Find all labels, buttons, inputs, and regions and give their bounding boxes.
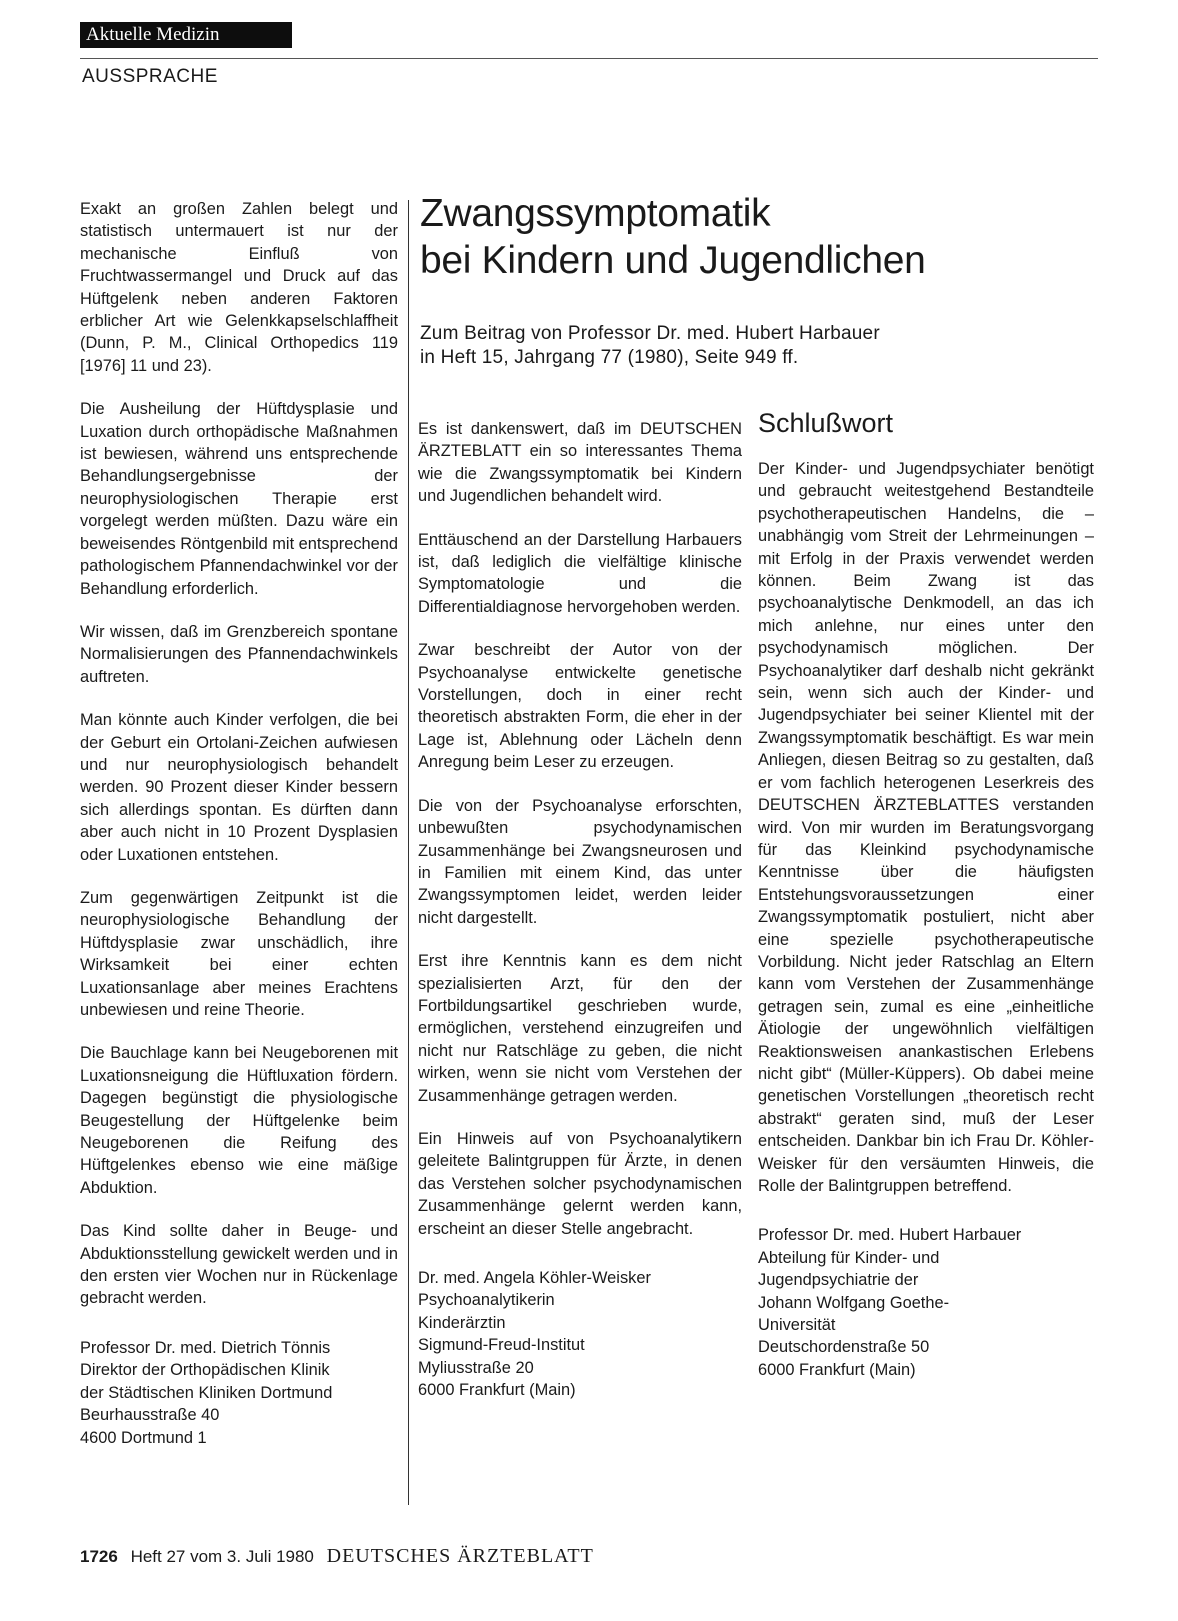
address-line: Johann Wolfgang Goethe-	[758, 1293, 950, 1312]
right-column	[758, 458, 1094, 1381]
author-address-koehler-weisker	[418, 1267, 742, 1401]
rubric-bar: Aktuelle Medizin	[80, 22, 292, 48]
paragraph: Die von der Psychoanalyse erforschten, unbewußten psychodynamischen Zusammenhänge bei Zwangsneurosen und in Familien mit einem Kind, das unter Zwangssymptomen leidet, werden leider nicht dargestellt.	[418, 796, 742, 927]
address-line: 6000 Frankfurt (Main)	[418, 1381, 576, 1400]
header-divider	[80, 58, 1098, 59]
address-line: Deutschordenstraße 50	[758, 1338, 930, 1357]
author-address-harbauer	[758, 1224, 1094, 1381]
address-line: Direktor der Orthopädischen Klinik	[80, 1361, 330, 1380]
address-line: Dr. med. Angela Köhler-Weisker	[418, 1269, 651, 1287]
subtitle-line-1: Zum Beitrag von Professor Dr. med. Hubert Harbauer	[420, 323, 880, 344]
paragraph: Das Kind sollte daher in Beuge- und Abduktionsstellung gewickelt werden und in den ersten vier Wochen nur in Rückenlage gebracht werden.	[80, 1222, 398, 1308]
paragraph: Zwar beschreibt der Autor von der Psychoanalyse entwickelte genetische Vorstellungen, doch in einer recht theoretisch abstrakten Form, die eher in der Lage ist, Ablehnung oder Lächeln denn Anregung beim Leser zu erzeugen.	[418, 641, 742, 772]
paragraph: Enttäuschend an der Darstellung Harbauers ist, daß lediglich die vielfältige klinische Symptomatologie und die Differentialdiagnose hervorgehoben werden.	[418, 530, 742, 616]
paragraph: Die Bauchlage kann bei Neugeborenen mit Luxationsneigung die Hüftluxation fördern. Dagegen begünstigt die physiologische Beugestellung der Hüftgelenke beim Neugeborenen die Reifung des Hüftgelenkes ebenso wie eine mäßige Abduktion.	[80, 1044, 398, 1197]
title-line-1: Zwangssymptomatik	[420, 192, 771, 235]
subtitle-line-2: in Heft 15, Jahrgang 77 (1980), Seite 949 ff.	[420, 347, 799, 368]
paragraph: Der Kinder- und Jugendpsychiater benötigt und gebraucht weitestgehend Bestandteile psychotherapeutischen Handelns, die – unabhängig vom Streit der Lehrmeinungen – mit Erfolg in der Praxis verwendet werden können. Beim Zwang ist das psychoanalytische Denkmodell, an das ich mich anlehne, nur eines unter den psychodynamisch möglichen. Der Psychoanalytiker darf deshalb nicht gekränkt sein, wenn sich auch der Kinder- und Jugendpsychiater bei seiner Klientel mit der Zwangssymptomatik beschäftigt. Es war mein Anliegen, diesen Beitrag so zu gestalten, daß er vom fachlich heterogenen Leserkreis des DEUTSCHEN ÄRZTEBLATTES verstanden wird. Von mir wurden im Beratungsvorgang für das Kleinkind psychodynamische Kenntnisse über die häufigsten Entstehungsvoraussetzungen einer Zwangssymptomatik postuliert, nicht aber eine spezielle psychotherapeutische Vorbildung. Nicht jeder Ratschlag an Eltern kann vom Verstehen der Zusammenhänge getragen sein, zumal es eine „einheitliche Ätiologie der ungewöhnlich vielfältigen Reaktionsweisen anankastischen Erlebens nicht gibt“ (Müller-Küppers). Ob dabei meine genetischen Vorstellungen „theoretisch recht abstrakt“ geraten sind, muß der Leser entscheiden. Dankbar bin ich Frau Dr. Köhler-Weisker für den versäumten Hinweis, die Rolle der Balintgruppen betreffend.	[758, 460, 1094, 1195]
paragraph: Erst ihre Kenntnis kann es dem nicht spezialisierten Arzt, für den der Fortbildungsartikel geschrieben wurde, ermöglichen, verstehend einzugreifen und nicht nur Ratschläge zu geben, die nicht wirken, wenn sie nicht vom Verstehen der Zusammenhänge getragen werden.	[418, 952, 742, 1105]
schlusswort-heading: Schlußwort	[758, 408, 894, 438]
section-label: AUSSPRACHE	[82, 66, 218, 87]
paragraph: Die Ausheilung der Hüftdysplasie und Luxation durch orthopädische Maßnahmen ist bewiesen, während uns entsprechende Behandlungsergebnisse der neurophysiologischen Therapie erst vorgelegt werden müßten. Dazu wäre ein beweisendes Röntgenbild mit entsprechend pathologischem Pfannendachwinkel vor der Behandlung erforderlich.	[80, 400, 399, 598]
page-footer	[80, 1545, 594, 1568]
left-column	[80, 198, 398, 1449]
paragraph: Es ist dankenswert, daß im DEUTSCHEN ÄRZTEBLATT ein so interessantes Thema wie die Zwangssymptomatik bei Kindern und Jugendlichen behandelt wird.	[418, 420, 742, 506]
address-line: 6000 Frankfurt (Main)	[758, 1360, 916, 1379]
address-line: Professor Dr. med. Dietrich Tönnis	[80, 1338, 331, 1357]
paragraph: Zum gegenwärtigen Zeitpunkt ist die neurophysiologische Behandlung der Hüftdysplasie zwar unschädlich, ihre Wirksamkeit bei einer echten Luxationsanlage aber meines Erachtens unbewiesen und reine Theorie.	[80, 888, 398, 1019]
paragraph: Man könnte auch Kinder verfolgen, die bei der Geburt ein Ortolani-Zeichen aufwiesen und nur neurophysiologisch behandelt werden. 90 Prozent dieser Kinder bessern sich allerdings spontan. Es dürften dann aber auch nicht in 10 Prozent Dysplasien oder Luxationen entstehen.	[80, 711, 398, 864]
article-title	[420, 190, 1110, 284]
column-divider	[408, 200, 409, 1505]
page-number: 1726	[80, 1547, 118, 1566]
address-line: Myliusstraße 20	[418, 1358, 534, 1377]
address-line: Beurhausstraße 40	[80, 1406, 220, 1425]
address-line: Kinderärztin	[418, 1313, 506, 1332]
address-line: Sigmund-Freud-Institut	[418, 1336, 585, 1355]
address-line: Abteilung für Kinder- und	[758, 1248, 940, 1267]
title-line-2: bei Kindern und Jugendlichen	[420, 239, 926, 282]
address-line: Professor Dr. med. Hubert Harbauer	[758, 1226, 1022, 1245]
middle-column	[418, 418, 742, 1401]
author-address-toennis	[80, 1337, 398, 1449]
paragraph: Exakt an großen Zahlen belegt und statistisch untermauert ist nur der mechanische Einfluß von Fruchtwassermangel und Druck auf das Hüftgelenk neben anderen Faktoren erblicher Art wie Gelenkkapselschlaffheit (Dunn, P. M., Clinical Orthopedics 119 [1976] 11 und 23).	[80, 200, 398, 375]
paragraph: Wir wissen, daß im Grenzbereich spontane Normalisierungen des Pfannendachwinkels auftreten.	[80, 622, 398, 686]
address-line: Jugendpsychiatrie der	[758, 1271, 919, 1290]
address-line: der Städtischen Kliniken Dortmund	[80, 1383, 333, 1402]
address-line: Psychoanalytikerin	[418, 1291, 555, 1310]
magazine-name: DEUTSCHES ÄRZTEBLATT	[326, 1545, 594, 1567]
address-line: 4600 Dortmund 1	[80, 1428, 207, 1447]
issue-info: Heft 27 vom 3. Juli 1980	[130, 1547, 314, 1566]
article-subtitle	[420, 322, 1110, 370]
address-line: Universität	[758, 1316, 836, 1335]
paragraph: Ein Hinweis auf von Psychoanalytikern geleitete Balintgruppen für Ärzte, in denen das Verstehen solcher psychodynamischen Zusammenhänge gelernt werden kann, erscheint an dieser Stelle angebracht.	[418, 1129, 742, 1238]
